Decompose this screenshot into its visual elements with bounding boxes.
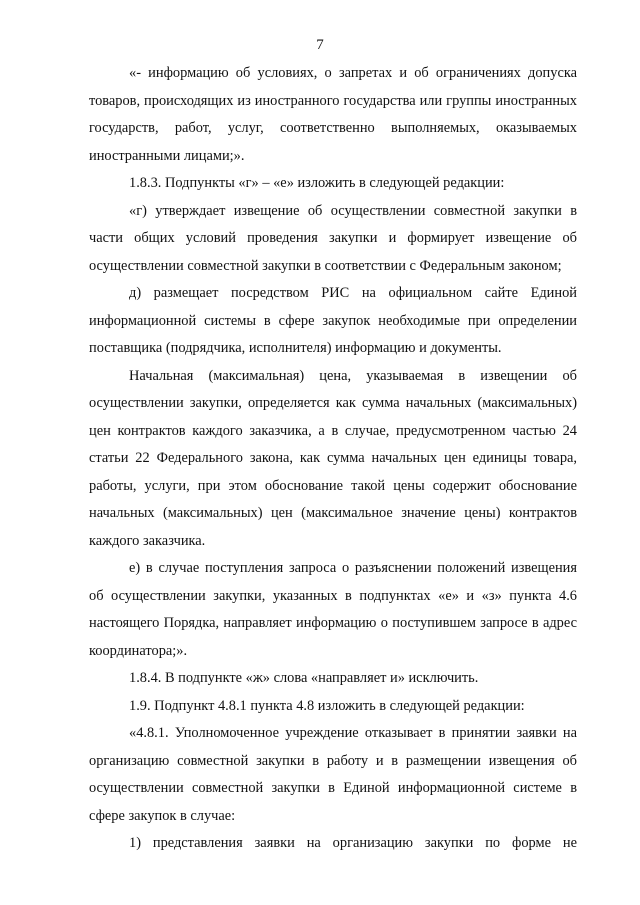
- page-number: 7: [316, 37, 324, 53]
- paragraph-foreign-goods-info: «- информацию об условиях, о запретах и об ограничениях допуска товаров, происходящих из иностранного государства или группы иностранных государств, работ, услуг, соответственно выполняемых, оказываемых иностранными лицами;».: [89, 65, 577, 164]
- paragraph-initial-price: Начальная (максимальная) цена, указываемая в извещении об осуществлении закупки, определяется как сумма начальных (максимальных) цен контрактов каждого заказчика, а в случае, предусмотренном частью 24 статьи 22 Федерального закона, как сумма начальных цен единицы товара, работы, услуги, при этом обоснование такой цены содержит обоснование начальных (максимальных) цен (максимальное значение цены) контрактов каждого заказчика.: [89, 367, 577, 549]
- paragraph-subitem-d: д) размещает посредством РИС на официальном сайте Единой информационной системы в сфере закупок необходимые при определении поставщика (подрядчика, исполнителя) информацию и документы.: [89, 285, 577, 356]
- paragraph-item-1: 1) представления заявки на организацию закупки по форме не: [129, 835, 577, 851]
- paragraph-4-8-1: «4.8.1. Уполномоченное учреждение отказывает в принятии заявки на организацию совместной закупки в работу и в размещении извещения об осуществлении совместной закупки в Единой информационной системе в сфере закупок в случае:: [89, 725, 577, 824]
- paragraph-subitem-e: е) в случае поступления запроса о разъяснении положений извещения об осуществлении закупки, указанных в подпунктах «е» и «з» пункта 4.6 настоящего Порядка, направляет информацию о поступившем запросе в адрес координатора;».: [89, 560, 577, 659]
- paragraph-1-8-4: 1.8.4. В подпункте «ж» слова «направляет и» исключить.: [129, 670, 479, 686]
- paragraph-subitem-g: «г) утверждает извещение об осуществлении совместной закупки в части общих условий проведения закупки и формирует извещение об осуществлении совместной закупки в соответствии с Федеральным законом;: [89, 202, 577, 274]
- paragraph-1-9: 1.9. Подпункт 4.8.1 пункта 4.8 изложить в следующей редакции:: [129, 697, 525, 714]
- paragraph-1-8-3: 1.8.3. Подпункты «г» – «е» изложить в следующей редакции:: [129, 175, 505, 191]
- document-body: [89, 60, 577, 858]
